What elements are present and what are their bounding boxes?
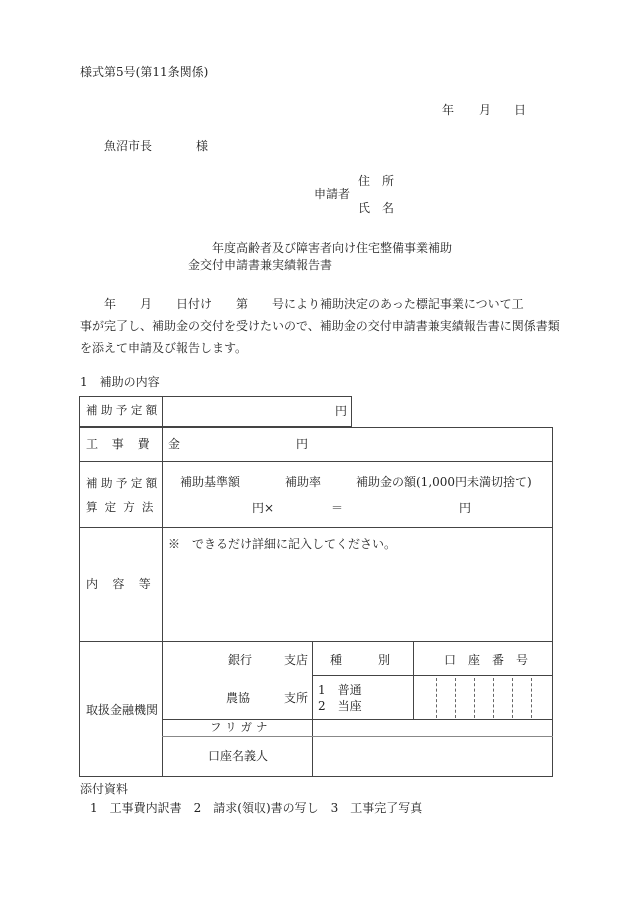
divider <box>413 641 414 719</box>
document-title-line2: 金交付申請書兼実績報告書 <box>188 258 333 272</box>
subsidy-planned-yen: 円 <box>335 404 348 418</box>
digit-divider <box>512 678 513 718</box>
calc-yen: 円 <box>459 501 472 515</box>
construction-cost-kin: 金 <box>168 437 181 451</box>
document-title-line1: 年度高齢者及び障害者向け住宅整備事業補助 <box>212 241 453 255</box>
attachments-list: 1 工事費内訳書 2 請求(領収)書の写し 3 工事完了写真 <box>90 801 423 815</box>
content-label: 内容等 <box>86 577 166 591</box>
divider <box>79 461 553 462</box>
calc-equals: ＝ <box>331 501 344 515</box>
content-note: ※ できるだけ詳細に記入してください。 <box>168 537 397 551</box>
bank-name-label: 銀行 <box>228 653 253 667</box>
date-year: 年 <box>442 103 455 117</box>
calc-label-2: 算定方法 <box>86 500 161 514</box>
divider <box>79 527 553 528</box>
addressee-mayor: 魚沼市長 <box>104 139 153 153</box>
calc-rate: 補助率 <box>285 475 322 489</box>
calc-base-amount: 補助基準額 <box>180 475 241 489</box>
calc-label-1: 補助予定額 <box>86 476 161 490</box>
form-number: 様式第5号(第11条関係) <box>80 65 209 79</box>
construction-cost-yen: 円 <box>296 437 309 451</box>
date-day: 日 <box>514 103 527 117</box>
ja-branch-label: 支所 <box>284 691 309 705</box>
body-text-line3: を添えて申請及び報告します。 <box>80 341 248 355</box>
divider <box>312 675 553 676</box>
divider <box>162 736 553 737</box>
digit-divider <box>455 678 456 718</box>
bank-label: 取扱金融機関 <box>86 703 159 717</box>
body-text-line2: 事が完了し、補助金の交付を受けたいので、補助金の交付申請書兼実績報告書に関係書類 <box>80 319 560 333</box>
bank-branch-label: 支店 <box>284 653 309 667</box>
section-heading: 1 補助の内容 <box>80 375 160 389</box>
divider <box>162 427 163 777</box>
calc-subsidy-amount: 補助金の額(1,000円未満切捨て) <box>356 475 532 489</box>
body-text-line1: 年 月 日付け 第 号により補助決定のあった標記事業について工 <box>80 297 524 311</box>
account-number-label: 口 座 番 号 <box>444 653 529 667</box>
applicant-name-label: 氏 名 <box>358 201 395 215</box>
subsidy-planned-label: 補助予定額 <box>86 403 161 417</box>
digit-divider <box>531 678 532 718</box>
digit-divider <box>493 678 494 718</box>
calc-times: 円× <box>252 501 275 515</box>
furigana-label: フリガナ <box>210 720 272 734</box>
construction-cost-label: 工事費 <box>86 437 164 451</box>
divider <box>162 396 163 427</box>
attachments-label: 添付資料 <box>80 782 129 796</box>
divider <box>79 641 553 642</box>
account-type-label: 種 別 <box>330 653 391 667</box>
account-type-current: 2 当座 <box>318 699 362 713</box>
divider <box>312 641 313 777</box>
applicant-address-label: 住 所 <box>358 174 395 188</box>
account-type-ordinary: 1 普通 <box>318 683 362 697</box>
account-holder-label: 口座名義人 <box>208 749 269 763</box>
digit-divider <box>474 678 475 718</box>
applicant-label: 申請者 <box>314 187 351 201</box>
ja-name-label: 農協 <box>226 691 251 705</box>
addressee-honorific: 様 <box>196 139 209 153</box>
digit-divider <box>436 678 437 718</box>
date-month: 月 <box>479 103 492 117</box>
